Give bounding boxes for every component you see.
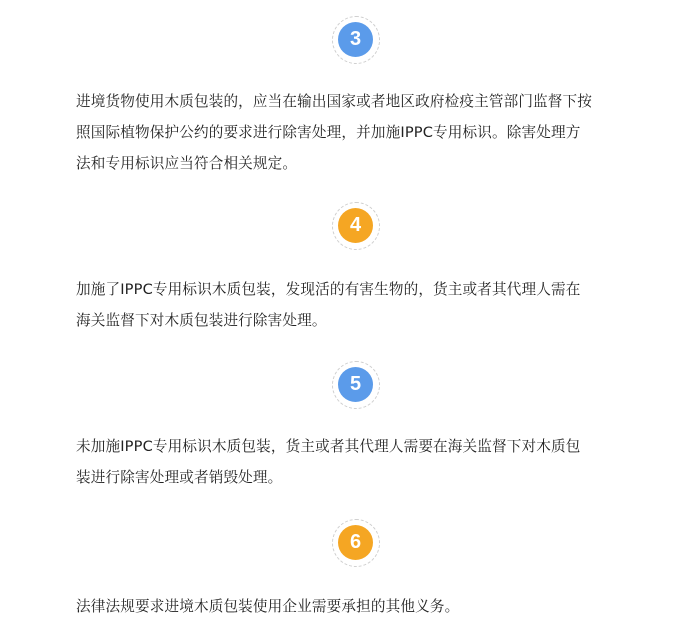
clause-paragraph (76, 274, 646, 336)
clause-paragraph (76, 431, 646, 493)
clause-line: 装进行除害处理或者销毁处理。 (76, 469, 283, 486)
clause-line: 法和专用标识应当符合相关规定。 (76, 155, 298, 172)
clause-paragraph (76, 591, 646, 622)
clause-line: 未加施IPPC专用标识木质包装，货主或者其代理人需要在海关监督下对木质包 (76, 438, 581, 455)
clause-line: 进境货物使用木质包装的，应当在输出国家或者地区政府检疫主管部门监督下按 (76, 93, 593, 110)
number-badge: 4 (338, 208, 373, 243)
clause-line: 加施了IPPC专用标识木质包装，发现活的有害生物的，货主或者其代理人需在 (76, 281, 581, 298)
clause-paragraph (76, 86, 646, 179)
clause-line: 法律法规要求进境木质包装使用企业需要承担的其他义务。 (76, 598, 460, 615)
number-badge-ring (332, 202, 380, 250)
number-badge-ring (332, 16, 380, 64)
clause-line: 海关监督下对木质包装进行除害处理。 (76, 312, 327, 329)
number-badge: 6 (338, 525, 373, 560)
number-badge: 3 (338, 22, 373, 57)
clause-line: 照国际植物保护公约的要求进行除害处理，并加施IPPC专用标识。除害处理方 (76, 124, 581, 141)
number-badge-ring (332, 361, 380, 409)
number-badge: 5 (338, 367, 373, 402)
number-badge-ring (332, 519, 380, 567)
